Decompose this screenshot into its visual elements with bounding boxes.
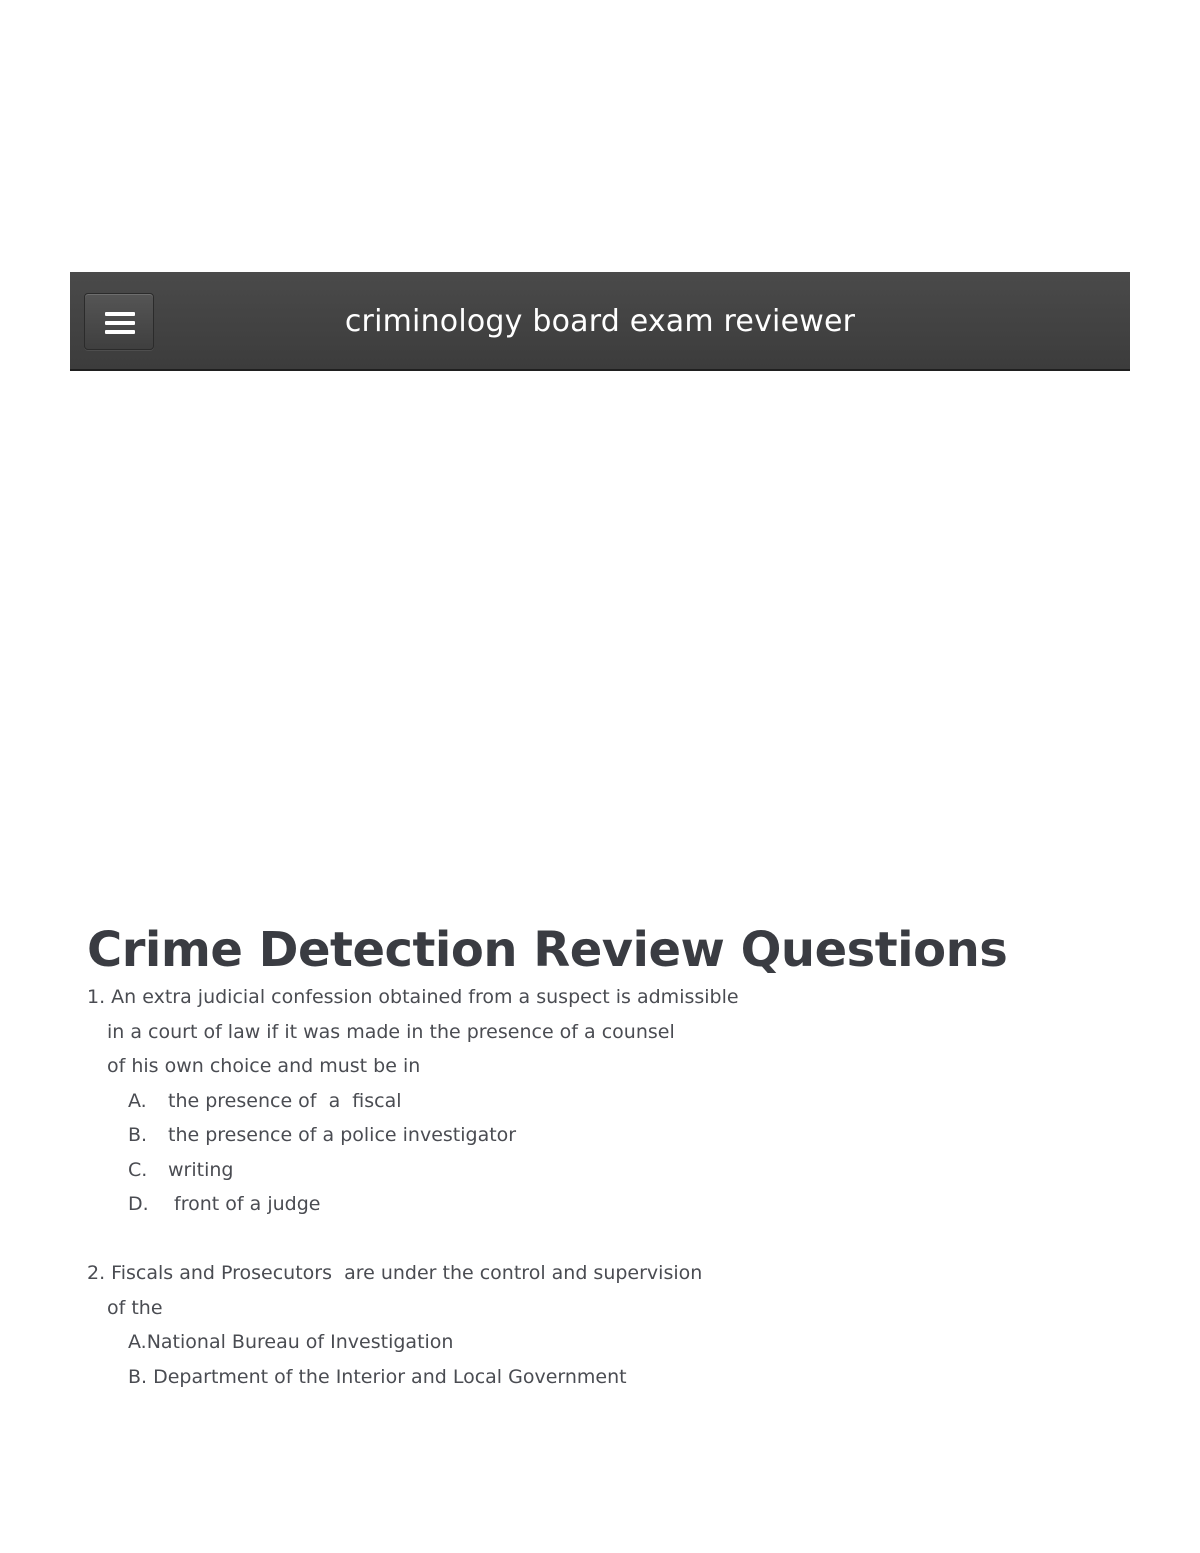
option-text: front of a judge [168, 1193, 321, 1215]
option-a [128, 1084, 1087, 1119]
question-1-options [87, 1084, 1087, 1222]
spacer [87, 1222, 1087, 1257]
option-d [128, 1187, 1087, 1222]
option-text: the presence of a fiscal [168, 1089, 402, 1112]
option-letter: B. [128, 1124, 148, 1146]
question-1-line-2: in a court of law if it was made in the presence of a counsel [107, 1020, 675, 1043]
question-1 [87, 980, 1087, 1222]
option-text: writing [168, 1158, 234, 1181]
question-2-options [87, 1325, 1087, 1394]
option-letter: D. [128, 1193, 149, 1215]
page-title: Crime Detection Review Questions [87, 922, 1008, 978]
top-navbar [70, 272, 1130, 371]
question-2-line-2: of the [107, 1296, 163, 1319]
question-2-line-1: 2. Fiscals and Prosecutors are under the control and supervision [87, 1262, 703, 1284]
option-a: A.National Bureau of Investigation [128, 1331, 454, 1353]
option-b: B. Department of the Interior and Local Government [128, 1365, 627, 1388]
question-2 [87, 1256, 1087, 1394]
option-letter: A. [128, 1089, 147, 1112]
site-title[interactable]: criminology board exam reviewer [344, 304, 856, 339]
question-1-line-1: 1. An extra judicial confession obtained from a suspect is admissible [87, 986, 739, 1008]
option-b [128, 1118, 1087, 1153]
question-1-line-3: of his own choice and must be in [107, 1055, 421, 1077]
option-letter: C. [128, 1158, 148, 1181]
main-content [87, 920, 1087, 1394]
option-text: the presence of a police investigator [168, 1124, 517, 1146]
option-c [128, 1153, 1087, 1188]
